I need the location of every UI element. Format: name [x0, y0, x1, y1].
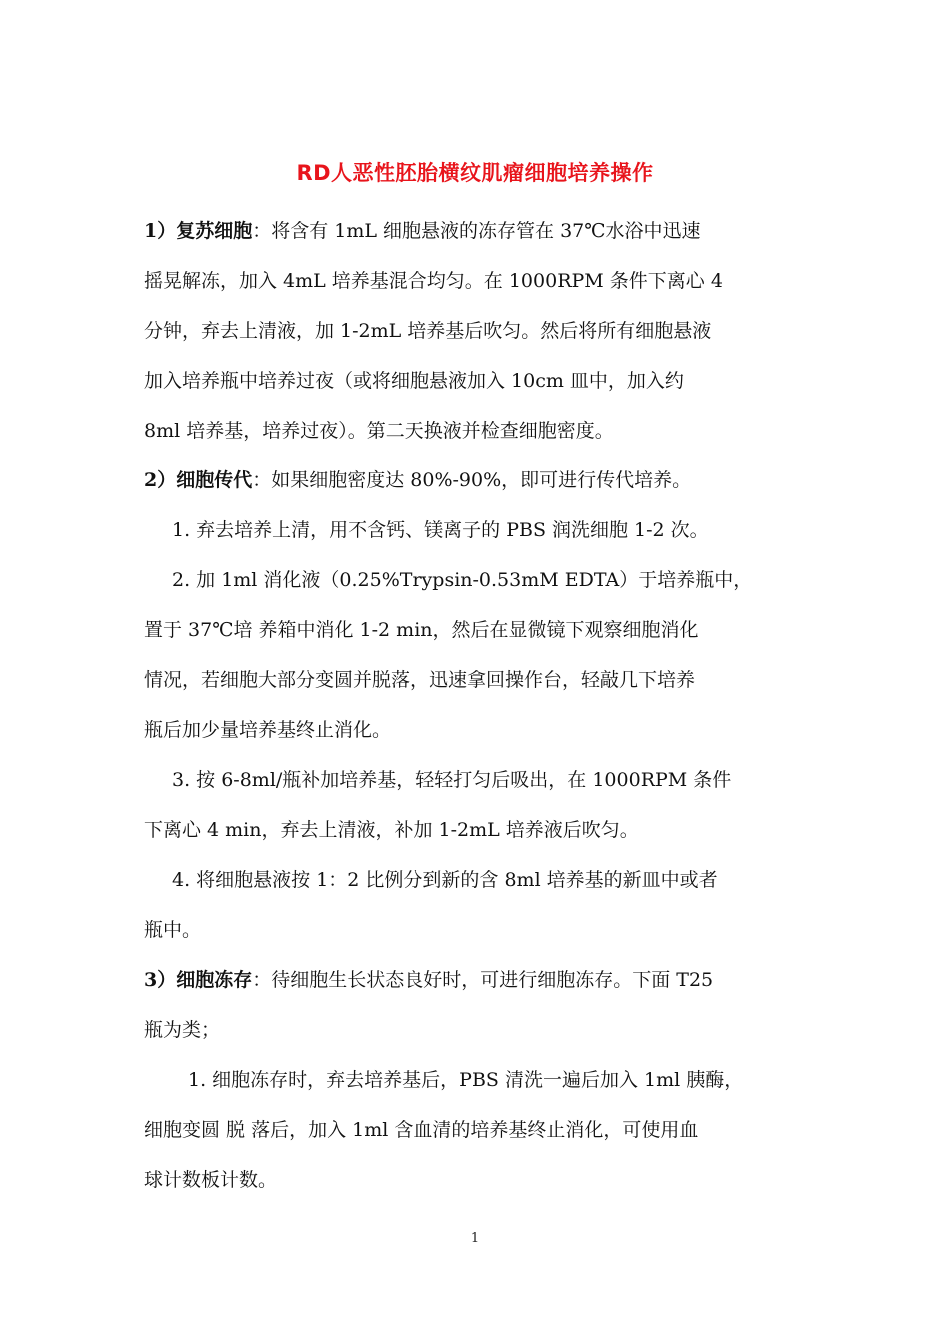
- step-2-1: 1. 弃去培养上清，用不含钙、镁离子的 PBS 润洗细胞 1-2 次。: [172, 519, 709, 541]
- step-3-1: 1. 细胞冻存时，弃去培养基后，PBS 清洗一遍后加入 1ml 胰酶，: [188, 1069, 744, 1091]
- step-2-2-cont-2: 情况，若细胞大部分变圆并脱落，迅速拿回操作台，轻敲几下培养: [144, 669, 696, 691]
- step-2-2: 2. 加 1ml 消化液（0.25%Trypsin-0.53mM EDTA）于培养瓶中，: [172, 569, 753, 591]
- step-2-4-cont: 瓶中。: [144, 919, 202, 941]
- section-1-line-3: 分钟，弃去上清液，加 1-2mL 培养基后吹匀。然后将所有细胞悬液: [144, 320, 712, 342]
- step-3-1-cont-1: 细胞变圆 脱 落后，加入 1ml 含血清的培养基终止消化，可使用血: [144, 1119, 699, 1141]
- section-2-heading: 2）细胞传代: [144, 469, 253, 491]
- section-2-line-1: [144, 466, 691, 494]
- page-number: 1: [470, 1231, 480, 1246]
- step-3-1-cont-2: 球计数板计数。: [144, 1169, 278, 1191]
- step-2-4: 4. 将细胞悬液按 1：2 比例分到新的含 8ml 培养基的新皿中或者: [172, 869, 718, 891]
- step-2-2-cont-1: 置于 37℃培 养箱中消化 1-2 min，然后在显微镜下观察细胞消化: [144, 619, 699, 641]
- section-1-line-4: 加入培养瓶中培养过夜（或将细胞悬液加入 10cm 皿中，加入约: [144, 370, 684, 392]
- page-title: RD人恶性胚胎横纹肌瘤细胞培养操作: [296, 161, 654, 185]
- section-3-line-1: [144, 966, 713, 994]
- section-1-text: ：将含有 1mL 细胞悬液的冻存管在 37℃水浴中迅速: [252, 220, 701, 242]
- step-2-3: 3. 按 6-8ml/瓶补加培养基，轻轻打匀后吸出，在 1000RPM 条件: [172, 769, 732, 791]
- section-1-heading: 1）复苏细胞: [144, 220, 253, 242]
- section-1-line-1: [144, 217, 701, 245]
- section-2-intro: ：如果细胞密度达 80%-90%，即可进行传代培养。: [252, 469, 692, 491]
- section-1-line-2: 摇晃解冻，加入 4mL 培养基混合均匀。在 1000RPM 条件下离心 4: [144, 270, 723, 292]
- step-2-3-cont: 下离心 4 min，弃去上清液，补加 1-2mL 培养液后吹匀。: [144, 819, 639, 841]
- section-3-heading: 3）细胞冻存: [144, 969, 253, 991]
- section-1-line-5: 8ml 培养基，培养过夜）。第二天换液并检查细胞密度。: [144, 420, 614, 442]
- section-3-intro: ：待细胞生长状态良好时，可进行细胞冻存。下面 T25: [252, 969, 714, 991]
- section-3-line-2: 瓶为类；: [144, 1019, 221, 1041]
- step-2-2-cont-3: 瓶后加少量培养基终止消化。: [144, 719, 392, 741]
